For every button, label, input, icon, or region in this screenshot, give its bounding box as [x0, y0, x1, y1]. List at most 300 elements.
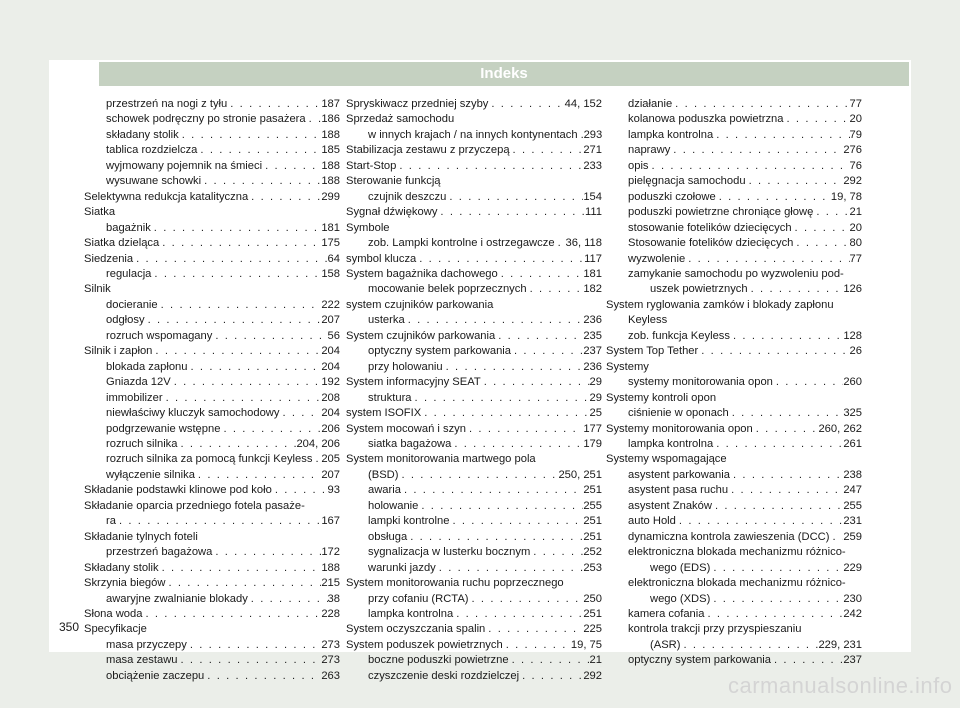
- index-entry-page: 36, 118: [565, 237, 602, 250]
- index-entry: [84, 221, 340, 236]
- index-entry: [84, 422, 340, 437]
- dot-leader: [133, 252, 327, 267]
- dot-leader: [201, 174, 321, 189]
- index-entry-page: 188: [321, 128, 340, 141]
- dot-leader: [511, 344, 583, 359]
- index-entry-page: 64: [327, 252, 340, 265]
- dot-leader: [179, 128, 322, 143]
- index-entry-text: Skrzynia biegów: [84, 577, 166, 590]
- index-entry: [346, 221, 602, 236]
- index-entry-text: Keyless: [628, 314, 668, 327]
- index-entry-text: System monitorowania ruchu poprzecznego: [346, 577, 564, 590]
- dot-leader: [793, 236, 849, 251]
- index-entry: [346, 267, 602, 282]
- dot-leader: [412, 391, 590, 406]
- index-entry-text: składany stolik: [106, 128, 179, 141]
- index-entry-page: 251: [583, 484, 602, 497]
- index-entry-text: immobilizer: [106, 391, 163, 404]
- index-entry: [346, 313, 602, 328]
- index-entry-page: 204: [321, 360, 340, 373]
- index-entry: [84, 514, 340, 529]
- index-entry-text: boczne poduszki powietrzne: [368, 654, 509, 667]
- index-entry-text: w innych krajach / na innych kontynentach: [368, 128, 578, 141]
- index-entry-page: 251: [583, 530, 602, 543]
- dot-leader: [212, 329, 327, 344]
- index-entry: [346, 545, 602, 560]
- dot-leader: [510, 143, 584, 158]
- index-entry: [84, 375, 340, 390]
- index-entry-page: 167: [321, 515, 340, 528]
- index-entry-text: czujnik deszczu: [368, 190, 447, 203]
- dot-leader: [555, 236, 566, 251]
- index-entry: [606, 159, 862, 174]
- index-entry-text: asystent parkowania: [628, 468, 730, 481]
- index-entry-page: 260: [843, 376, 862, 389]
- index-entry-page: 117: [584, 252, 602, 265]
- index-entry-text: holowanie: [368, 499, 419, 512]
- index-entry-page: 261: [843, 437, 862, 450]
- index-entry-text: stosowanie fotelików dziecięcych: [628, 221, 792, 234]
- index-entry: [84, 298, 340, 313]
- index-entry-page: 79: [849, 128, 862, 141]
- index-entry-text: lampki kontrolne: [368, 515, 450, 528]
- index-entry: [606, 282, 862, 297]
- index-entry-text: struktura: [368, 391, 412, 404]
- index-entry: [346, 468, 602, 483]
- index-entry-page: 20: [849, 221, 862, 234]
- dot-leader: [670, 143, 843, 158]
- dot-leader: [710, 592, 843, 607]
- index-entry-text: docieranie: [106, 298, 158, 311]
- dot-leader: [498, 267, 584, 282]
- index-entry-page: 19, 75: [570, 638, 602, 651]
- dot-leader: [151, 221, 322, 236]
- dot-leader: [530, 545, 583, 560]
- index-entry: [346, 190, 602, 205]
- index-entry-page: 128: [843, 329, 862, 342]
- index-entry: [346, 97, 602, 112]
- dot-leader: [710, 561, 843, 576]
- index-entry-page: 237: [583, 345, 602, 358]
- index-entry-page: 185: [321, 144, 340, 157]
- index-entry: [84, 112, 340, 127]
- index-entry-page: 56: [327, 329, 340, 342]
- index-entry: [606, 576, 862, 591]
- index-entry-page: 126: [843, 283, 862, 296]
- index-column-1: [84, 97, 340, 684]
- dot-leader: [453, 607, 583, 622]
- index-entry-text: ra: [106, 515, 116, 528]
- index-entry-page: 21: [849, 206, 862, 219]
- dot-leader: [466, 422, 583, 437]
- index-entry-text: wyłączenie silnika: [106, 468, 195, 481]
- index-entry-page: 229: [843, 561, 862, 574]
- index-entry: [346, 452, 602, 467]
- dot-leader: [503, 638, 571, 653]
- index-entry: [606, 483, 862, 498]
- index-entry: [346, 437, 602, 452]
- index-entry-page: 207: [321, 468, 340, 481]
- dot-leader: [748, 282, 844, 297]
- index-entry: [84, 267, 340, 282]
- index-entry-page: 93: [327, 484, 340, 497]
- index-entry-text: Składany stolik: [84, 561, 159, 574]
- index-entry-text: bagażnik: [106, 221, 151, 234]
- index-entry-page: 238: [843, 468, 862, 481]
- dot-leader: [262, 159, 321, 174]
- dot-leader: [401, 483, 583, 498]
- index-entry: [346, 282, 602, 297]
- index-entry-page: 276: [843, 144, 862, 157]
- dot-leader: [527, 282, 584, 297]
- index-entry-page: 154: [583, 190, 602, 203]
- index-entry-text: Składanie tylnych foteli: [84, 530, 198, 543]
- index-entry-page: 231: [843, 515, 862, 528]
- index-entry-text: zob. funkcja Keyless: [628, 329, 730, 342]
- index-entry-text: Siatka: [84, 206, 116, 219]
- index-entry-page: 179: [583, 437, 602, 450]
- index-entry-text: przestrzeń na nogi z tyłu: [106, 98, 228, 110]
- index-entry-page: 215: [321, 577, 340, 590]
- index-entry: [606, 174, 862, 189]
- index-entry-text: System ryglowania zamków i blokady zapłonu: [606, 298, 834, 311]
- index-entry: [606, 561, 862, 576]
- index-entry-text: rozruch silnika za pomocą funkcji Keyless: [106, 453, 313, 466]
- index-entry-text: System monitorowania martwego pola: [346, 453, 536, 466]
- index-entry: [84, 282, 340, 297]
- dot-leader: [728, 483, 843, 498]
- index-entry-text: Składanie podstawki klinowe pod koło: [84, 484, 272, 497]
- dot-leader: [792, 221, 850, 236]
- index-entry: [606, 437, 862, 452]
- index-entry-page: 208: [321, 391, 340, 404]
- dot-leader: [197, 143, 321, 158]
- index-entry-text: system czujników parkowania: [346, 298, 494, 311]
- index-entry-text: system ISOFIX: [346, 407, 422, 420]
- index-entry-page: 181: [321, 221, 340, 234]
- index-entry-text: zamykanie samochodu po wyzwoleniu pod-: [628, 267, 844, 280]
- dot-leader: [449, 514, 583, 529]
- index-entry-text: warunki jazdy: [368, 561, 436, 574]
- index-entry: [606, 422, 862, 437]
- index-entry: [606, 622, 862, 637]
- index-entry: [606, 112, 862, 127]
- index-entry-page: 38: [327, 592, 340, 605]
- dot-leader: [771, 653, 843, 668]
- index-entry: [346, 653, 602, 668]
- index-entry-page: 204: [321, 407, 340, 420]
- index-entry-page: 21: [589, 654, 602, 667]
- dot-leader: [178, 653, 322, 668]
- index-entry-text: awaria: [368, 484, 401, 497]
- index-entry-page: 111: [584, 206, 602, 219]
- index-entry-page: 229, 231: [818, 638, 862, 651]
- dot-leader: [158, 298, 322, 313]
- dot-leader: [178, 437, 297, 452]
- index-entry-text: podgrzewanie wstępne: [106, 422, 221, 435]
- dot-leader: [220, 422, 321, 437]
- index-entry: [346, 406, 602, 421]
- index-entry-text: opis: [628, 159, 649, 172]
- index-entry-text: Selektywna redukcja katalityczna: [84, 190, 249, 203]
- index-entry-text: zob. Lampki kontrolne i ostrzegawcze: [368, 237, 555, 250]
- index-entry: [606, 236, 862, 251]
- dot-leader: [746, 174, 844, 189]
- index-entry-text: Silnik i zapłon: [84, 345, 153, 358]
- dot-leader: [306, 112, 322, 127]
- index-entry-text: poduszki powietrzne chroniące głowę: [628, 206, 814, 219]
- index-entry-page: 204, 206: [296, 437, 340, 450]
- index-entry-page: 250: [583, 592, 602, 605]
- dot-leader: [451, 437, 583, 452]
- index-entry-text: Symbole: [346, 221, 390, 234]
- index-entry: [606, 406, 862, 421]
- dot-leader: [416, 252, 584, 267]
- index-entry-page: 263: [321, 669, 340, 682]
- index-entry: [84, 622, 340, 637]
- dot-leader: [676, 514, 843, 529]
- index-entry-page: 188: [321, 159, 340, 172]
- dot-leader: [159, 561, 322, 576]
- index-entry-text: odgłosy: [106, 314, 145, 327]
- index-entry: [606, 128, 862, 143]
- index-entry: [84, 143, 340, 158]
- index-entry: [346, 344, 602, 359]
- dot-leader: [716, 190, 831, 205]
- dot-leader: [421, 406, 589, 421]
- index-entry-text: pielęgnacja samochodu: [628, 175, 746, 188]
- index-entry: [346, 143, 602, 158]
- index-entry-page: 181: [583, 267, 602, 280]
- index-entry: [84, 638, 340, 653]
- index-entry: [84, 607, 340, 622]
- index-entry-page: 228: [321, 607, 340, 620]
- index-entry: [346, 205, 602, 220]
- index-entry: [84, 561, 340, 576]
- index-entry: [606, 221, 862, 236]
- index-entry-text: (ASR): [650, 638, 681, 651]
- index-entry: [84, 468, 340, 483]
- index-entry-text: elektroniczna blokada mechanizmu różnico-: [628, 577, 846, 590]
- index-entry-text: usterka: [368, 314, 405, 327]
- index-entry: [606, 468, 862, 483]
- index-entry: [346, 514, 602, 529]
- dot-leader: [272, 483, 328, 498]
- index-entry: [346, 561, 602, 576]
- index-entry-text: elektroniczna blokada mechanizmu różnico-: [628, 546, 846, 559]
- index-entry-text: przestrzeń bagażowa: [106, 546, 213, 559]
- index-entry-page: 292: [843, 175, 862, 188]
- index-entry-page: 293: [583, 128, 603, 141]
- dot-leader: [730, 468, 843, 483]
- dot-leader: [418, 499, 583, 514]
- index-entry: [606, 360, 862, 375]
- index-entry-text: Stosowanie fotelików dziecięcych: [628, 237, 794, 250]
- index-entry-text: masa zestawu: [106, 654, 178, 667]
- index-entry-page: 192: [321, 376, 340, 389]
- dot-leader: [396, 159, 583, 174]
- index-entry: [84, 653, 340, 668]
- index-entry-text: czyszczenie deski rozdzielczej: [368, 669, 520, 682]
- index-entry: [84, 97, 340, 112]
- index-entry: [346, 638, 602, 653]
- index-entry-text: niewłaściwy kluczyk samochodowy: [106, 407, 280, 420]
- index-entry-page: 25: [589, 407, 602, 420]
- index-entry-text: Sygnał dźwiękowy: [346, 206, 438, 219]
- dot-leader: [195, 468, 321, 483]
- dot-leader: [443, 360, 584, 375]
- index-entry-text: System czujników parkowania: [346, 329, 496, 342]
- dot-leader: [116, 514, 321, 529]
- index-entry-page: 242: [843, 607, 862, 620]
- dot-leader: [248, 592, 328, 607]
- index-entry-text: wysuwane schowki: [106, 175, 202, 188]
- dot-leader: [151, 267, 321, 282]
- dot-leader: [187, 638, 322, 653]
- index-entry-page: 225: [583, 623, 602, 636]
- index-entry-text: Specyfikacje: [84, 623, 147, 636]
- index-entry: [606, 653, 862, 668]
- index-entry-text: Sprzedaż samochodu: [346, 113, 455, 126]
- index-entry-text: System mocowań i szyn: [346, 422, 466, 435]
- index-entry: [346, 592, 602, 607]
- index-entry: [84, 329, 340, 344]
- index-entry: [606, 267, 862, 282]
- dot-leader: [312, 452, 321, 467]
- index-entry-text: asystent Znaków: [628, 499, 712, 512]
- index-entry-text: mocowanie belek poprzecznych: [368, 283, 527, 296]
- index-entry-page: 230: [843, 592, 862, 605]
- index-entry: [606, 452, 862, 467]
- index-entry-page: 251: [583, 607, 602, 620]
- dot-leader: [813, 205, 849, 220]
- index-entry-text: Sterowanie funkcją: [346, 175, 441, 188]
- index-entry-text: Stabilizacja zestawu z przyczepą: [346, 144, 510, 157]
- index-entry-page: 292: [583, 669, 602, 682]
- index-entry: [346, 159, 602, 174]
- index-entry-page: 80: [849, 237, 862, 250]
- index-entry-text: blokada zapłonu: [106, 360, 188, 373]
- index-entry: [346, 375, 602, 390]
- index-entry: [84, 483, 340, 498]
- index-entry: [606, 391, 862, 406]
- index-entry: [84, 174, 340, 189]
- index-entry: [84, 344, 340, 359]
- index-entry: [606, 592, 862, 607]
- index-entry-text: wego (XDS): [650, 592, 711, 605]
- index-entry-page: 77: [849, 252, 862, 265]
- dot-leader: [713, 128, 849, 143]
- index-entry: [84, 669, 340, 684]
- index-entry-page: 172: [321, 546, 340, 559]
- index-entry-page: 205: [321, 453, 340, 466]
- index-entry: [606, 298, 862, 313]
- index-entry: [346, 622, 602, 637]
- index-entry: [346, 422, 602, 437]
- index-entry: [346, 174, 602, 189]
- index-entry: [84, 576, 340, 591]
- index-entry-text: Składanie oparcia przedniego fotela pasaże-: [84, 499, 305, 512]
- index-entry-text: Systemy: [606, 360, 649, 373]
- index-entry-text: System oczyszczania spalin: [346, 623, 486, 636]
- index-entry-text: kolanowa poduszka powietrzna: [628, 113, 784, 126]
- index-entry-page: 177: [583, 422, 602, 435]
- index-entry-page: 20: [849, 113, 862, 126]
- index-entry-text: (BSD): [368, 468, 399, 481]
- dot-leader: [436, 561, 584, 576]
- index-entry: [346, 669, 602, 684]
- dot-leader: [279, 406, 321, 421]
- dot-leader: [446, 190, 583, 205]
- index-entry: [606, 344, 862, 359]
- index-entry: [84, 545, 340, 560]
- index-entry: [346, 112, 602, 127]
- dot-leader: [829, 530, 843, 545]
- index-entry: [84, 499, 340, 514]
- index-entry-page: 182: [583, 283, 602, 296]
- dot-leader: [204, 669, 321, 684]
- dot-leader: [152, 344, 321, 359]
- dot-leader: [188, 360, 322, 375]
- index-entry-page: 259: [843, 530, 862, 543]
- index-entry-text: System poduszek powietrznych: [346, 638, 503, 651]
- index-entry: [346, 499, 602, 514]
- index-entry: [606, 514, 862, 529]
- index-entry: [606, 638, 862, 653]
- index-entry-text: uszek powietrznych: [650, 283, 748, 296]
- index-entry-text: kamera cofania: [628, 607, 705, 620]
- index-entry: [346, 607, 602, 622]
- index-entry: [606, 143, 862, 158]
- index-entry: [84, 313, 340, 328]
- index-entry: [84, 391, 340, 406]
- dot-leader: [485, 622, 583, 637]
- dot-leader: [469, 592, 584, 607]
- index-entry-page: 206: [321, 422, 340, 435]
- index-entry: [84, 530, 340, 545]
- index-entry: [606, 545, 862, 560]
- dot-leader: [753, 422, 819, 437]
- index-entry-page: 252: [583, 546, 602, 559]
- index-entry-text: kontrola trakcji przy przyspieszaniu: [628, 623, 802, 636]
- index-entry-text: asystent pasa ruchu: [628, 484, 729, 497]
- index-entry-page: 255: [583, 499, 602, 512]
- index-entry-page: 251: [583, 515, 602, 528]
- index-entry: [346, 329, 602, 344]
- watermark: carmanualsonline.info: [728, 673, 953, 698]
- index-entry-page: 299: [321, 190, 340, 203]
- index-entry: [346, 391, 602, 406]
- index-entry: [84, 128, 340, 143]
- dot-leader: [672, 97, 849, 112]
- index-entry-page: 188: [321, 175, 340, 188]
- index-column-3: [606, 97, 862, 669]
- index-entry-text: siatka bagażowa: [368, 437, 452, 450]
- index-entry: [346, 530, 602, 545]
- index-entry: [346, 236, 602, 251]
- index-entry-text: obciążenie zaczepu: [106, 669, 205, 682]
- dot-leader: [712, 499, 843, 514]
- dot-leader: [248, 190, 321, 205]
- index-entry-text: optyczny system parkowania: [368, 345, 512, 358]
- index-entry-page: 237: [843, 654, 862, 667]
- dot-leader: [685, 252, 849, 267]
- index-entry: [346, 576, 602, 591]
- index-entry-text: masa przyczepy: [106, 638, 187, 651]
- index-entry-text: Systemy wspomagające: [606, 453, 727, 466]
- index-entry-text: System informacyjny SEAT: [346, 376, 481, 389]
- dot-leader: [773, 375, 843, 390]
